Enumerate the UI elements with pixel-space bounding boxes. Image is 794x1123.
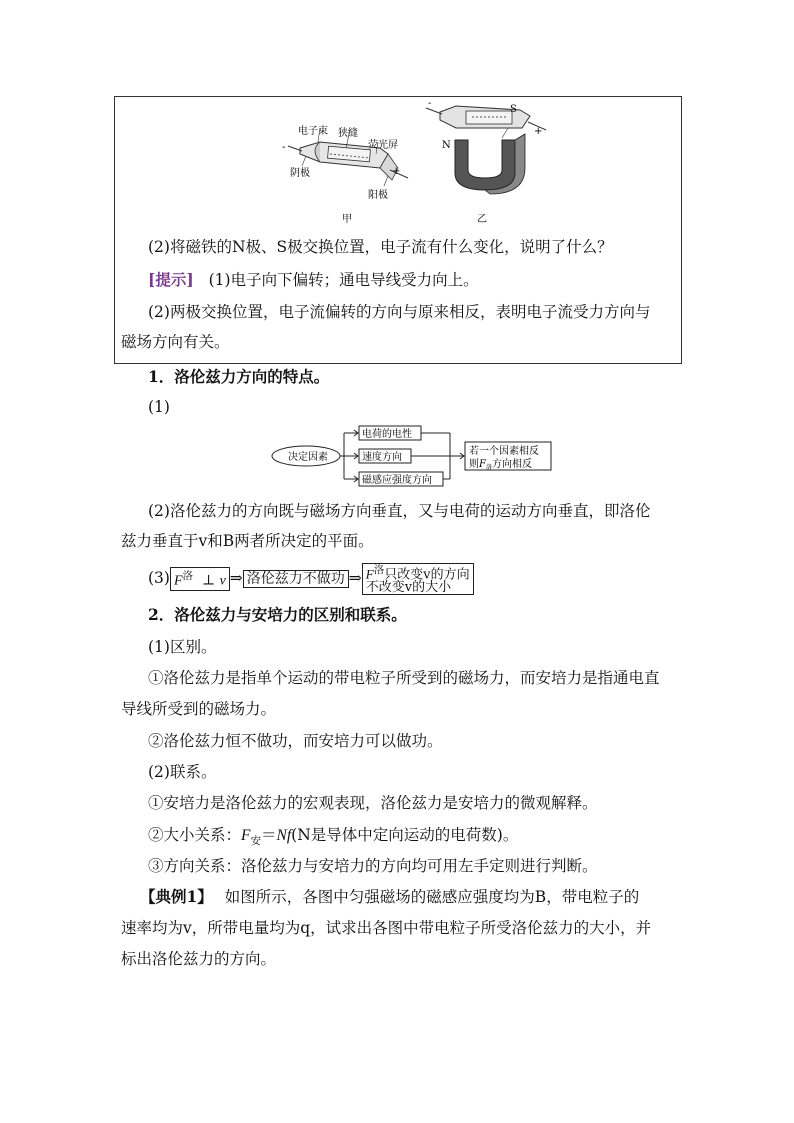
item3-perp: ⊥ xyxy=(201,573,216,589)
item3-r2: 不改变v的大小 xyxy=(365,580,452,596)
item3-f-sub: 洛 xyxy=(182,570,194,583)
item3-arrow-1: ⇒ xyxy=(229,569,243,588)
flow-result-line1: 若一个因素相反 xyxy=(469,446,539,457)
item3-nowork-box: 洛伦兹力不做功 xyxy=(243,570,349,588)
label-screen: 荧光屏 xyxy=(368,140,398,151)
hint-answer-1: (1)电子向下偏转；通电导线受力向上。 xyxy=(208,271,479,289)
section-2-r1: ①安培力是洛伦兹力的宏观表现，洛伦兹力是安培力的微观解释。 xyxy=(148,794,598,812)
hint-tag: [提示] xyxy=(148,270,194,289)
label-minus-b: - xyxy=(428,98,432,109)
section-2-d2: ②洛伦兹力恒不做功，而安培力可以做功。 xyxy=(148,732,443,750)
r2-nf: Nf xyxy=(276,827,292,844)
label-slit: 狭缝 xyxy=(338,128,358,139)
flow-result-line2 xyxy=(469,457,532,471)
factors-flow-diagram xyxy=(270,424,560,490)
r2-sub: 安 xyxy=(250,835,261,848)
flow-factor-3: 磁感应强度方向 xyxy=(362,475,432,486)
r2-post: (N是导体中定向运动的电荷数)。 xyxy=(291,826,519,844)
r2-f: F xyxy=(241,827,251,844)
item3-num: (3) xyxy=(148,569,170,588)
label-south: S xyxy=(510,104,517,115)
example-line2: 速率均为v，所带电量均为q，试求出各图中带电粒子所受洛伦兹力的大小，并 xyxy=(121,919,652,937)
caption-a: 甲 xyxy=(342,214,352,225)
section-1-title: 1．洛伦兹力方向的特点。 xyxy=(148,367,330,386)
section-2-title: 2．洛伦兹力与安培力的区别和联系。 xyxy=(148,605,407,624)
example-tag: 【典例1】 xyxy=(140,887,213,906)
caption-b: 乙 xyxy=(477,214,487,225)
section-1-item-3 xyxy=(148,563,474,595)
r2-eq: ＝ xyxy=(260,826,277,844)
item3-perp-box xyxy=(170,567,230,591)
item3-r-sub: 洛 xyxy=(373,564,385,576)
item3-f: F xyxy=(173,574,183,589)
label-plus-b: + xyxy=(534,126,543,137)
example-line1 xyxy=(140,882,639,912)
flow-result-sub: 洛 xyxy=(485,464,492,471)
section-2-rel: (2)联系。 xyxy=(148,763,217,781)
box-hint-line xyxy=(148,265,479,295)
example-line3: 标出洛伦兹力的方向。 xyxy=(121,950,277,968)
flow-factor-2: 速度方向 xyxy=(362,452,402,463)
example-text-1: 如图所示，各图中匀强磁场的磁感应强度均为B，带电粒子的 xyxy=(224,888,640,906)
flow-result-post: 方向相反 xyxy=(491,459,532,470)
section-2-diff: (1)区别。 xyxy=(148,638,217,656)
section-1-item-2-line1: (2)洛伦兹力的方向既与磁场方向垂直，又与电荷的运动方向垂直，即洛伦 xyxy=(148,502,651,520)
flow-factor-1: 电荷的电性 xyxy=(362,429,412,440)
label-beam: 电子束 xyxy=(298,126,328,137)
flow-result-pre: 则 xyxy=(469,459,479,470)
item3-r1: 只改变v的方向 xyxy=(384,567,470,583)
section-1-item-2-line2: 兹力垂直于v和B两者所决定的平面。 xyxy=(121,532,374,550)
label-north: N xyxy=(442,140,451,151)
item3-arrow-2: ⇒ xyxy=(348,569,362,588)
box-answer-2-line2: 磁场方向有关。 xyxy=(121,333,230,351)
flow-root: 决定因素 xyxy=(288,452,328,463)
section-2-d1-line2: 导线所受到的磁场力。 xyxy=(121,700,277,718)
section-2-d1-line1: ①洛伦兹力是指单个运动的带电粒子所受到的磁场力，而安培力是指通电直 xyxy=(148,669,660,687)
box-answer-2-line1: (2)两极交换位置，电子流偏转的方向与原来相反，表明电子流受力方向与 xyxy=(148,303,651,321)
item3-v: v xyxy=(219,574,226,589)
flow-result-sym: F xyxy=(479,459,486,470)
label-minus-a: - xyxy=(282,142,286,153)
figure-cathode-ray-tubes xyxy=(280,98,570,228)
box-question-2: (2)将磁铁的N极、S极交换位置，电子流有什么变化，说明了什么？ xyxy=(148,238,613,256)
item3-r-f: F xyxy=(365,566,374,582)
section-2-r3: ③方向关系：洛伦兹力与安培力的方向均可用左手定则进行判断。 xyxy=(148,857,598,875)
label-plus-a: + xyxy=(392,166,401,177)
label-cathode: 阴极 xyxy=(290,168,310,179)
r2-pre: ②大小关系： xyxy=(148,826,242,844)
item3-result-box xyxy=(362,563,474,595)
label-anode: 阳极 xyxy=(368,190,388,201)
section-1-item-1: (1) xyxy=(148,398,170,416)
